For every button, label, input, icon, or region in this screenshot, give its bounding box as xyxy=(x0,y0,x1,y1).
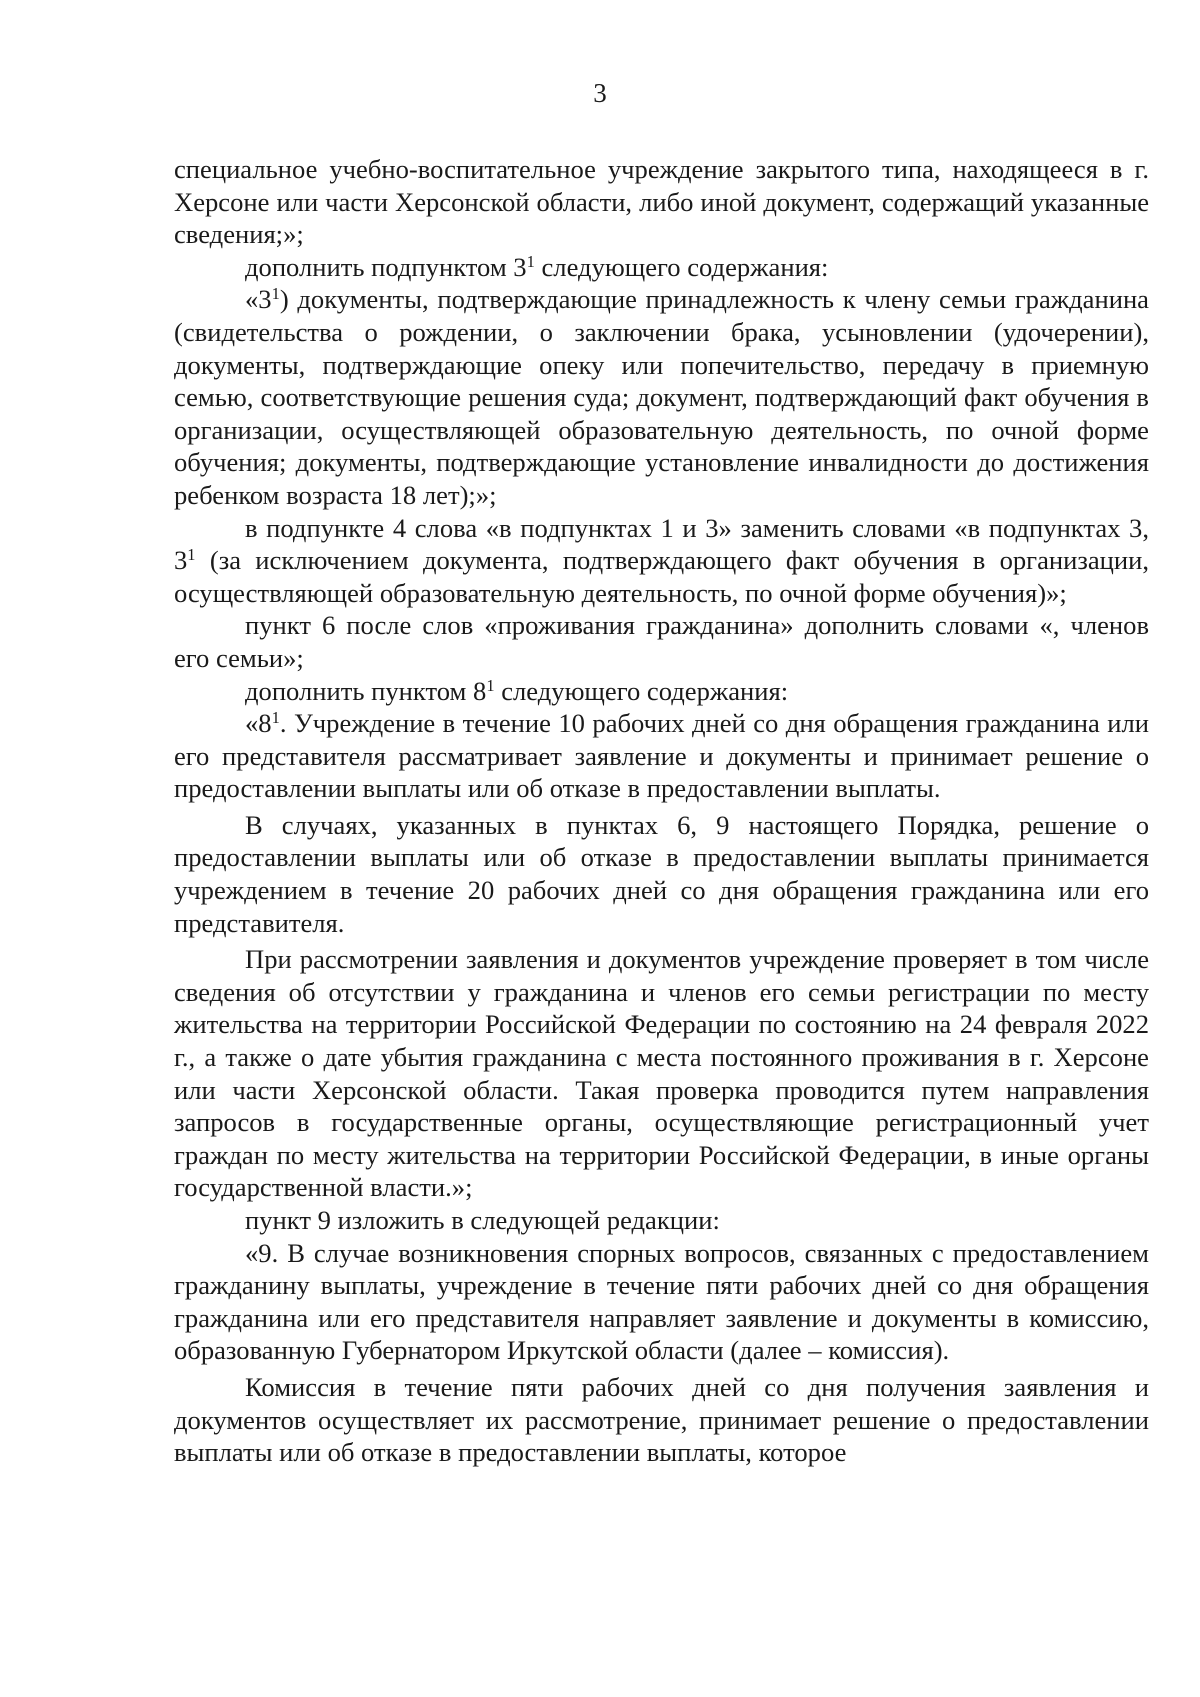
paragraph: При рассмотрении заявления и документов учреждение проверяет в том числе сведения об отсутствии у гражданина и членов его семьи регистрации по месту жительства на территории Российской Федерации по состоянию на 24 февраля 2022 г., а также о дате убытия гражданина с места постоянного проживания в г. Херсоне или части Херсонской области. Такая проверка проводится путем направления запросов в государственные органы, осуществляющие регистрационный учет граждан по месту жительства на территории Российской Федерации, в иные органы государственной власти.»; xyxy=(174,944,1149,1203)
paragraph: в подпункте 4 слова «в подпунктах 1 и 3» заменить словами «в подпунктах 3, $3^1$ (за исключением документа, подтверждающего факт обучения в организации, осуществляющей образовательную деятельность, по очной форме обучения)»; xyxy=(174,512,1149,608)
paragraph: специальное учебно-воспитательное учреждение закрытого типа, находящееся в г. Херсоне или части Херсонской области, либо иной документ, содержащий указанные сведения;»; xyxy=(174,154,1149,250)
document-body xyxy=(174,153,1149,1469)
page-number: 3 xyxy=(593,78,607,108)
paragraph: пункт 6 после слов «проживания гражданина» дополнить словами «, членов его семьи»; xyxy=(174,610,1149,673)
paragraph: пункт 9 изложить в следующей редакции: xyxy=(245,1205,720,1235)
paragraph: В случаях, указанных в пунктах 6, 9 настоящего Порядка, решение о предоставлении выплаты или об отказе в предоставлении выплаты принимается учреждением в течение 20 рабочих дней со дня обращения гражданина или его представителя. xyxy=(174,809,1149,938)
paragraph: Комиссия в течение пяти рабочих дней со дня получения заявления и документов осуществляет их рассмотрение, принимает решение о предоставлении выплаты или об отказе в предоставлении выплаты, которое xyxy=(174,1371,1149,1468)
paragraph: дополнить подпунктом $3^1$ следующего содержания: xyxy=(245,251,829,282)
paragraph: «$8^1$. Учреждение в течение 10 рабочих дней со дня обращения гражданина или его представителя рассматривает заявление и документы и принимает решение о предоставлении выплаты или об отказе в предоставлении выплаты. xyxy=(174,708,1149,804)
paragraph: «$3^1$) документы, подтверждающие принадлежность к члену семьи гражданина (свидетельства о рождении, о заключении брака, усыновлении (удочерении), документы, подтверждающие опеку или попечительство, передачу в приемную семью, соответствующие решения суда; документ, подтверждающий факт обучения в организации, осуществляющей образовательную деятельность, по очной форме обучения; документы, подтверждающие установление инвалидности до достижения ребенком возраста 18 лет);»; xyxy=(174,284,1149,510)
paragraph: дополнить пунктом $8^1$ следующего содержания: xyxy=(245,675,789,706)
paragraph: «9. В случае возникновения спорных вопросов, связанных с предоставлением гражданину выплаты, учреждение в течение пяти рабочих дней со дня обращения гражданина или его представителя направляет заявление и документы в комиссию, образованную Губернатором Иркутской области (далее – комиссия). xyxy=(174,1237,1149,1366)
